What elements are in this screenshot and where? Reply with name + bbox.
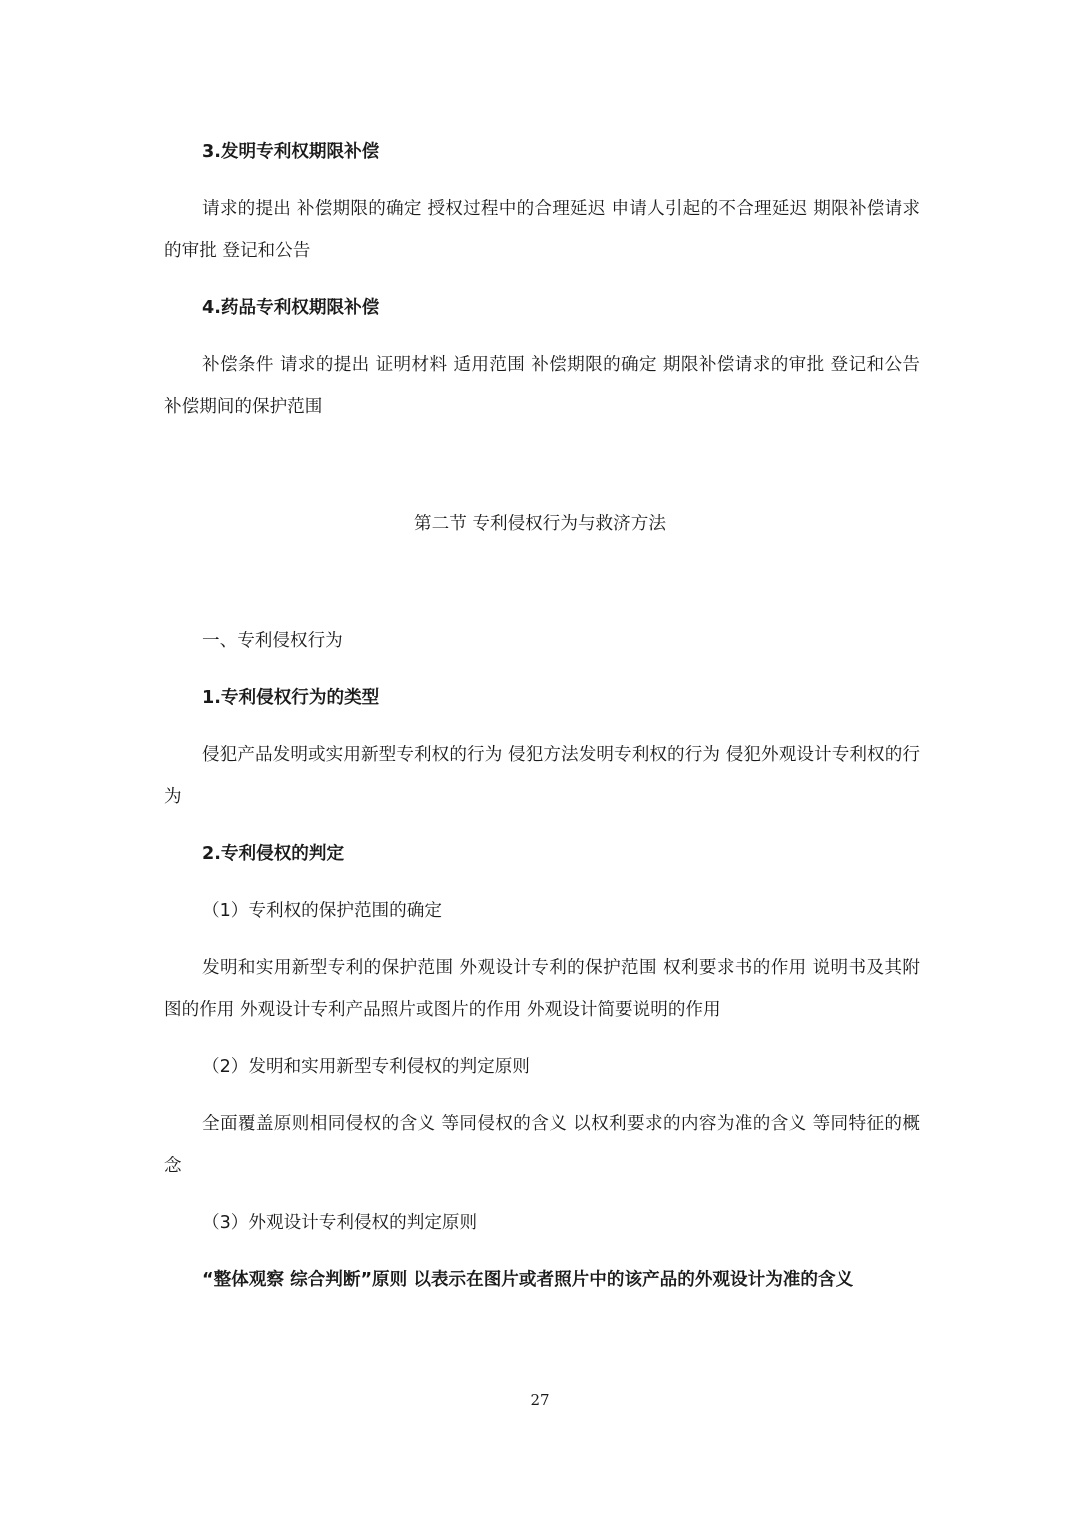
heading-patent-infringement: 一、专利侵权行为 xyxy=(202,631,343,651)
subheading-infringement-types: 1.专利侵权行为的类型 xyxy=(202,688,380,708)
paragraph-invention-principles: 全面覆盖原则相同侵权的含义 等同侵权的含义 以权利要求的内容为准的含义 等同特征的概念 xyxy=(164,1114,920,1176)
paragraph-drug-term-compensation: 补偿条件 请求的提出 证明材料 适用范围 补偿期限的确定 期限补偿请求的审批 登记和公告 补偿期间的保护范围 xyxy=(164,355,920,417)
paragraph-protection-scope: 发明和实用新型专利的保护范围 外观设计专利的保护范围 权利要求书的作用 说明书及其附图的作用 外观设计专利产品照片或图片的作用 外观设计简要说明的作用 xyxy=(164,958,920,1020)
section-title: 第二节 专利侵权行为与救济方法 xyxy=(414,514,666,534)
page-number: 27 xyxy=(530,1391,550,1409)
subheading-design-principles: （3）外观设计专利侵权的判定原则 xyxy=(202,1213,478,1233)
paragraph-infringement-types: 侵犯产品发明或实用新型专利权的行为 侵犯方法发明专利权的行为 侵犯外观设计专利权的行为 xyxy=(164,745,920,807)
subheading-drug-term-compensation: 4.药品专利权期限补偿 xyxy=(202,298,380,318)
subheading-protection-scope: （1）专利权的保护范围的确定 xyxy=(202,901,442,921)
subheading-invention-principles: （2）发明和实用新型专利侵权的判定原则 xyxy=(202,1057,530,1077)
subheading-infringement-determination: 2.专利侵权的判定 xyxy=(202,844,345,864)
subheading-invention-term-compensation: 3.发明专利权期限补偿 xyxy=(202,142,380,162)
paragraph-invention-term-compensation: 请求的提出 补偿期限的确定 授权过程中的合理延迟 申请人引起的不合理延迟 期限补偿请求的审批 登记和公告 xyxy=(164,199,920,261)
paragraph-design-principles: “整体观察 综合判断”原则 以表示在图片或者照片中的该产品的外观设计为准的含义 xyxy=(202,1270,854,1290)
